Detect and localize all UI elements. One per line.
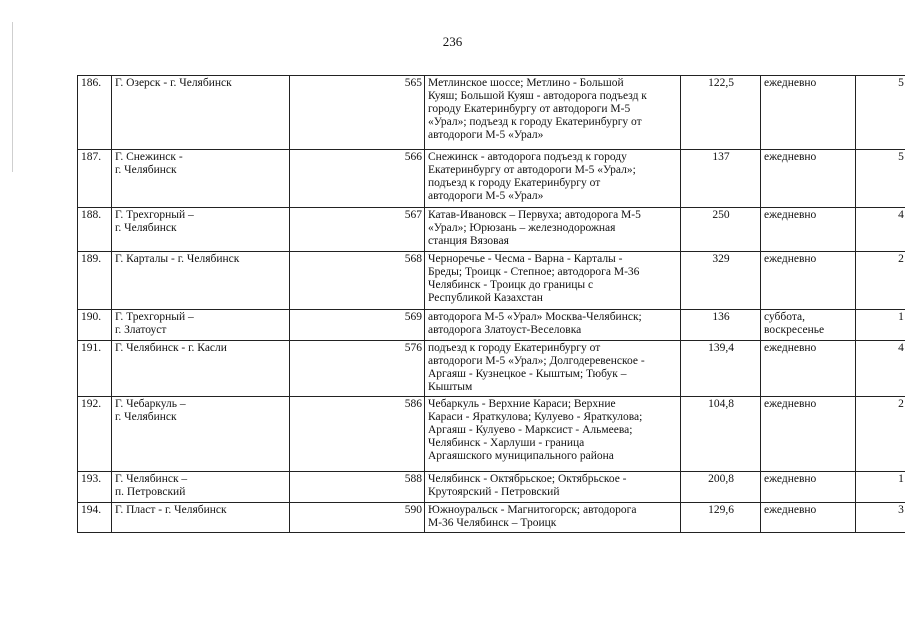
table-row	[78, 341, 905, 397]
route-frequency: ежедневно	[761, 341, 856, 397]
route-path: Челябинск - Октябрьское; Октябрьское - Крутоярский - Петровский	[425, 472, 681, 503]
route-name: Г. Челябинск - г. Касли	[112, 341, 290, 397]
row-number: 186.	[78, 76, 112, 150]
route-distance: 122,5	[681, 76, 761, 150]
trip-count: 2	[856, 397, 905, 472]
row-number: 187.	[78, 150, 112, 208]
table-row	[78, 397, 905, 472]
route-code: 590	[290, 503, 425, 533]
route-path: Метлинское шоссе; Метлино - Большой Куяш; Большой Куяш - автодорога подъезд к городу Екатеринбургу от автодороги М-5 «Урал»; подъезд к городу Екатеринбургу от автодороги М-5 «Урал»	[425, 76, 681, 150]
trip-count: 5	[856, 150, 905, 208]
trip-count: 5	[856, 76, 905, 150]
trip-count: 4	[856, 208, 905, 252]
route-name: Г. Челябинск – п. Петровский	[112, 472, 290, 503]
table-row	[78, 76, 905, 150]
route-distance: 137	[681, 150, 761, 208]
route-path: Чебаркуль - Верхние Караси; Верхние Караси - Яраткулова; Кулуево - Яраткулова; Аргаяш - Кулуево - Марксист - Альмеева; Челябинск - Харлуши - граница Аргаяшского муниципального района	[425, 397, 681, 472]
route-code: 576	[290, 341, 425, 397]
row-number: 191.	[78, 341, 112, 397]
route-distance: 250	[681, 208, 761, 252]
table-row	[78, 472, 905, 503]
route-frequency: ежедневно	[761, 252, 856, 310]
route-distance: 129,6	[681, 503, 761, 533]
route-path: автодорога М-5 «Урал» Москва-Челябинск; автодорога Златоуст-Веселовка	[425, 310, 681, 341]
route-distance: 136	[681, 310, 761, 341]
page-number: 236	[442, 34, 463, 49]
route-code: 569	[290, 310, 425, 341]
row-number: 193.	[78, 472, 112, 503]
trip-count: 1	[856, 472, 905, 503]
trip-count: 3	[856, 503, 905, 533]
route-frequency: ежедневно	[761, 397, 856, 472]
row-number: 190.	[78, 310, 112, 341]
route-name: Г. Чебаркуль – г. Челябинск	[112, 397, 290, 472]
route-name: Г. Трехгорный – г. Челябинск	[112, 208, 290, 252]
route-frequency: ежедневно	[761, 150, 856, 208]
route-distance: 200,8	[681, 472, 761, 503]
table-row	[78, 503, 905, 533]
row-number: 189.	[78, 252, 112, 310]
route-distance: 139,4	[681, 341, 761, 397]
route-distance: 329	[681, 252, 761, 310]
row-number: 188.	[78, 208, 112, 252]
route-code: 586	[290, 397, 425, 472]
trip-count: 2	[856, 252, 905, 310]
route-path: Черноречье - Чесма - Варна - Карталы - Бреды; Троицк - Степное; автодорога М-36 Челябинск - Троицк до границы с Республикой Казахстан	[425, 252, 681, 310]
route-code: 588	[290, 472, 425, 503]
route-code: 565	[290, 76, 425, 150]
route-code: 567	[290, 208, 425, 252]
route-frequency: ежедневно	[761, 503, 856, 533]
table-row	[78, 310, 905, 341]
route-distance: 104,8	[681, 397, 761, 472]
route-path: Катав-Ивановск – Первуха; автодорога М-5 «Урал»; Юрюзань – железнодорожная станция Вязовая	[425, 208, 681, 252]
route-name: Г. Пласт - г. Челябинск	[112, 503, 290, 533]
route-frequency: ежедневно	[761, 208, 856, 252]
table-row	[78, 252, 905, 310]
table-row	[78, 150, 905, 208]
route-code: 568	[290, 252, 425, 310]
route-path: Снежинск - автодорога подъезд к городу Екатеринбургу от автодороги М-5 «Урал»; подъезд к городу Екатеринбургу от автодороги М-5 «Урал»	[425, 150, 681, 208]
trip-count: 1	[856, 310, 905, 341]
route-name: Г. Озерск - г. Челябинск	[112, 76, 290, 150]
route-code: 566	[290, 150, 425, 208]
routes-table-body	[78, 76, 905, 533]
route-name: Г. Снежинск - г. Челябинск	[112, 150, 290, 208]
route-frequency: ежедневно	[761, 472, 856, 503]
route-path: Южноуральск - Магнитогорск; автодорога М-36 Челябинск – Троицк	[425, 503, 681, 533]
row-number: 194.	[78, 503, 112, 533]
route-frequency: суббота, воскресенье	[761, 310, 856, 341]
routes-table	[77, 75, 905, 533]
table-row	[78, 208, 905, 252]
trip-count: 4	[856, 341, 905, 397]
route-frequency: ежедневно	[761, 76, 856, 150]
route-name: Г. Трехгорный – г. Златоуст	[112, 310, 290, 341]
route-name: Г. Карталы - г. Челябинск	[112, 252, 290, 310]
route-path: подъезд к городу Екатеринбургу от автодороги М-5 «Урал»; Долгодеревенское - Аргаяш - Кузнецкое - Кыштым; Тюбук – Кыштым	[425, 341, 681, 397]
row-number: 192.	[78, 397, 112, 472]
